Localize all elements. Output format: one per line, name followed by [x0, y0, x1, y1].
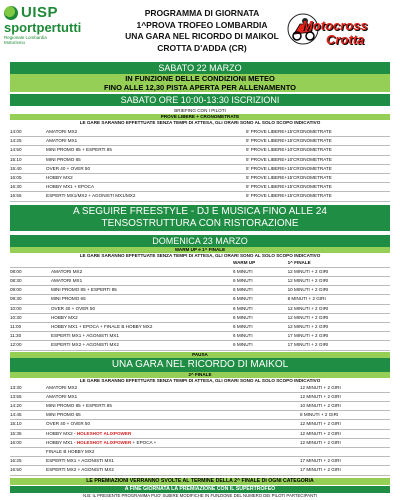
row-class	[46, 420, 300, 429]
row-time: 13:55	[10, 392, 46, 401]
table-row	[10, 155, 390, 164]
row-time: 16:30	[10, 183, 46, 192]
row-final: 10 MINUTI + 2 GIRI	[288, 286, 390, 295]
row-time	[10, 448, 46, 457]
row-time: 09:00	[10, 286, 51, 295]
table-row	[10, 164, 390, 173]
row-time: 14:50	[10, 146, 46, 155]
row-class	[46, 438, 300, 447]
row-time: 08:30	[10, 277, 51, 286]
row-warmup: 6 MINUTI	[233, 323, 288, 332]
row-class-name: HOBBY MX1 -	[46, 439, 77, 445]
row-class: MINI PROMO 65	[51, 295, 233, 304]
condition-line: FINO ALLE 12,30 PISTA APERTA PER ALLENAMENTO	[104, 83, 296, 92]
row-time: 15:40	[10, 164, 46, 173]
event-title	[124, 8, 280, 54]
sunday-title: DOMENICA 23 MARZO	[10, 235, 390, 247]
row-warmup: 6 MINUTI	[233, 286, 288, 295]
table-row	[10, 341, 390, 350]
prize-bar: LE PREMIAZIONI VERRANNO SVOLTE AL TERMINE DELLA 2^ FINALE DI OGNI CATEGORIA	[10, 478, 390, 485]
row-class: AMATORI MX1	[51, 277, 233, 286]
row-class: ESPERTI MX2 + AGONISTI MX2	[51, 341, 233, 350]
row-class: HOBBY MX1 + EPOCA + FINALE B HOBBY MX2	[51, 323, 233, 332]
sunday-schedule-table-1	[10, 259, 390, 351]
row-time: 10:00	[10, 304, 51, 313]
table-row	[10, 295, 390, 304]
row-class-name: MINI PROMO 65	[46, 412, 81, 418]
uisp-subtitle: sportpertutti	[4, 20, 82, 35]
row-time: 08:00	[10, 267, 51, 276]
row-class: ESPERTI MX1/MX2 + AGONISTI MX1/MX2	[46, 192, 206, 201]
holeshot-label: HOLESHOT ALIXPOWER	[76, 430, 132, 436]
table-row	[10, 174, 390, 183]
row-final: 12 MINUTI + 2 GIRI	[288, 277, 390, 286]
row-time: 16:05	[10, 174, 46, 183]
row-time: 16:25	[10, 457, 46, 466]
table-row	[10, 304, 390, 313]
table-row	[10, 384, 390, 393]
row-class-name: FINALE B HOBBY MX2	[46, 449, 95, 455]
row-final: 12 MINUTI + 2 GIRI	[288, 323, 390, 332]
final2-title: 2^ FINALE	[10, 372, 390, 378]
row-time: 10:30	[10, 313, 51, 322]
row-time: 11:30	[10, 332, 51, 341]
pausa-bar: PAUSA	[10, 352, 390, 358]
row-class-extra: + EPOCA +	[131, 439, 157, 445]
uisp-sport: Motorismo	[4, 40, 26, 45]
row-class: MINI PROMO 85 + ESPERTI 85	[46, 146, 206, 155]
row-info: 5' PROVE LIBERE+15'CRONOMETRATE	[206, 137, 390, 146]
row-class: MINI PROMO 85 + ESPERTI 85	[51, 286, 233, 295]
row-class	[46, 402, 300, 411]
row-info: 5' PROVE LIBERE+15'CRONOMETRATE	[206, 128, 390, 137]
table-row	[10, 277, 390, 286]
table-row	[10, 332, 390, 341]
row-time: 15:10	[10, 155, 46, 164]
table-row	[10, 429, 390, 438]
row-final: 12 MINUTI + 2 GIRI	[300, 420, 390, 429]
row-class-name: HOBBY MX2 -	[46, 430, 77, 436]
row-time: 16:00	[10, 438, 46, 447]
row-class: HOBBY MX2	[51, 313, 233, 322]
row-time: 12:00	[10, 341, 51, 350]
row-class	[46, 384, 300, 393]
uisp-emblem-icon	[4, 6, 18, 20]
row-class-name: AMATORI MX1	[46, 393, 78, 399]
uisp-logo	[4, 4, 122, 62]
row-final: 12 MINUTI + 2 GIRI	[300, 392, 390, 401]
table-row	[10, 323, 390, 332]
row-final: 17 MINUTI + 2 GIRI	[288, 341, 390, 350]
freestyle-line: A SEGUIRE FREESTYLE - DJ E MUSICA FINO ALLE 24	[73, 205, 327, 217]
row-warmup: 6 MINUTI	[233, 304, 288, 313]
row-info: 5' PROVE LIBERE+15'CRONOMETRATE	[206, 164, 390, 173]
table-row	[10, 128, 390, 137]
table-row	[10, 438, 390, 447]
uisp-region: Regionale Lombardia	[4, 35, 47, 40]
row-class: HOBBY MX1 + EPOCA	[46, 183, 206, 192]
table-row	[10, 457, 390, 466]
row-final: 12 MINUTI + 2 GIRI	[300, 429, 390, 438]
sunday-notice: LE GARE SARANNO EFFETTUATE SENZA TEMPI DI ATTESA, GLI ORARI SONO AL SOLO SCOPO INDICATIVO	[79, 252, 321, 258]
mx-logo-line2: Crotta	[326, 32, 365, 47]
sunday-schedule-table-2	[10, 384, 390, 476]
table-row	[10, 392, 390, 401]
saturday-conditions	[10, 74, 390, 92]
row-time: 09:30	[10, 295, 51, 304]
row-final: 17 MINUTI + 2 GIRI	[288, 332, 390, 341]
row-class	[46, 457, 300, 466]
row-time: 15:35	[10, 429, 46, 438]
uisp-word: UISP	[21, 4, 59, 21]
table-row	[10, 183, 390, 192]
prove-title: PROVE LIBERE + CRONOMETRATE	[10, 114, 390, 120]
row-final: 12 MINUTI + 2 GIRI	[288, 267, 390, 276]
table-row	[10, 402, 390, 411]
row-time: 16:50	[10, 466, 46, 475]
row-final: 10 MINUTI + 2 GIRI	[300, 402, 390, 411]
row-class: OVER 40 + OVER 50	[46, 164, 206, 173]
motocross-crotta-logo	[282, 6, 398, 56]
row-class	[46, 429, 300, 438]
freestyle-bar	[10, 205, 390, 231]
row-time: 11:00	[10, 323, 51, 332]
row-info: 5' PROVE LIBERE+10'CRONOMETRATE	[206, 155, 390, 164]
col-warmup: WARM UP	[233, 259, 288, 268]
row-class: HOBBY MX2	[46, 174, 206, 183]
row-final: 8 MINUTI + 2 GIRI	[288, 295, 390, 304]
condition-line: IN FUNZIONE DELLE CONDIZIONI METEO	[125, 74, 275, 83]
row-class-name: OVER 40 + OVER 50	[46, 421, 91, 427]
row-time: 15:10	[10, 420, 46, 429]
title-line: UNA GARA NEL RICORDO DI MAIKOL	[125, 31, 279, 41]
row-warmup: 6 MINUTI	[233, 313, 288, 322]
row-final: 8 MINUTI + 2 GIRI	[300, 411, 390, 420]
row-time: 14:25	[10, 137, 46, 146]
freestyle-line: TENSOSTRUTTURA CON RISTORAZIONE	[101, 217, 299, 229]
row-class-name: ESPERTI MX2 + AGONISTI MX2	[46, 467, 114, 473]
row-warmup: 6 MINUTI	[233, 277, 288, 286]
row-class	[46, 392, 300, 401]
row-time: 13:30	[10, 384, 46, 393]
row-time: 16:55	[10, 192, 46, 201]
saturday-notice: LE GARE SARANNO EFFETTUATE SENZA TEMPI DI ATTESA, GLI ORARI SONO AL SOLO SCOPO INDICATIVO	[79, 120, 321, 125]
row-time: 14:20	[10, 402, 46, 411]
row-class: ESPERTI MX1 + AGONISTI MX1	[51, 332, 233, 341]
row-class	[46, 448, 300, 457]
row-final: 17 MINUTI + 2 GIRI	[300, 466, 390, 475]
row-final: 17 MINUTI + 2 GIRI	[300, 457, 390, 466]
row-final	[300, 448, 390, 457]
row-class: AMATORI MX1	[46, 137, 206, 146]
row-time: 14:00	[10, 128, 46, 137]
mx-logo-line1: Motocross	[302, 18, 368, 33]
row-warmup: 6 MINUTI	[233, 267, 288, 276]
table-row	[10, 137, 390, 146]
saturday-title: SABATO 22 MARZO	[10, 62, 390, 74]
row-info: 5' PROVE LIBERE+15'CRONOMETRATE	[206, 174, 390, 183]
row-final: 12 MINUTI + 2 GIRI	[288, 313, 390, 322]
table-row	[10, 267, 390, 276]
row-final: 12 MINUTI + 2 GIRI	[300, 384, 390, 393]
row-info: 5' PROVE LIBERE+15'CRONOMETRATE	[206, 183, 390, 192]
title-line: 1^PROVA TROFEO LOMBARDIA	[136, 19, 268, 30]
row-class-name: AMATORI MX2	[46, 384, 78, 390]
table-row	[10, 466, 390, 475]
row-warmup: 6 MINUTI	[233, 341, 288, 350]
row-class-name: MINI PROMO 85 + ESPERTI 85	[46, 403, 112, 409]
warmup-title: WARM UP e 1^ FINALE	[10, 247, 390, 253]
table-row	[10, 448, 390, 457]
saturday-schedule-table	[10, 128, 390, 202]
supertrofeo-bar: A FINE GIORNATA LA PREMIAZIONE CON IL SUPERTROFEO	[10, 486, 390, 493]
table-row	[10, 286, 390, 295]
maikol-bar: UNA GARA NEL RICORDO DI MAIKOL	[10, 358, 390, 372]
row-time: 14:45	[10, 411, 46, 420]
program-content	[10, 62, 390, 499]
row-class	[46, 466, 300, 475]
title-line: PROGRAMMA DI GIORNATA	[144, 8, 260, 18]
table-row	[10, 192, 390, 201]
table-row	[10, 411, 390, 420]
briefing-text: BRIEFING CON I PILOTI	[174, 108, 226, 113]
table-row	[10, 313, 390, 322]
row-class-name: ESPERTI MX1 + AGONISTI MX1	[46, 458, 114, 464]
row-final: 12 MINUTI + 2 GIRI	[288, 304, 390, 313]
title-line: CROTTA D'ADDA (CR)	[157, 42, 247, 53]
footnote: N.B: IL PRESENTE PROGRAMMA PUO' SUBIRE MODIFICHE IN FUNZIONE DEL NUMERO DEI PILOTI PARTECIPANTI	[83, 492, 317, 498]
row-info: 5' PROVE LIBERE+15'CRONOMETRATE	[206, 192, 390, 201]
row-warmup: 6 MINUTI	[233, 332, 288, 341]
row-class: OVER 40 + OVER 50	[51, 304, 233, 313]
row-warmup: 6 MINUTI	[233, 295, 288, 304]
sunday-notice-2: LE GARE SARANNO EFFETTUATE SENZA TEMPI DI ATTESA, GLI ORARI SONO AL SOLO SCOPO INDICATIVO	[79, 377, 321, 383]
row-class: AMATORI MX2	[51, 267, 233, 276]
row-class: MINI PROMO 65	[46, 155, 206, 164]
row-class	[46, 411, 300, 420]
table-row	[10, 420, 390, 429]
row-info: 5' PROVE LIBERE+10'CRONOMETRATE	[206, 146, 390, 155]
row-class: AMATORI MX2	[46, 128, 206, 137]
col-final1: 1^ FINALE	[288, 259, 390, 268]
table-row	[10, 146, 390, 155]
registration-bar: SABATO ORE 10:00-13:30 ISCRIZIONI	[10, 94, 390, 106]
row-final: 12 MINUTI + 2 GIRI	[300, 438, 390, 447]
holeshot-label: HOLESHOT ALIXPOWER	[76, 439, 132, 445]
